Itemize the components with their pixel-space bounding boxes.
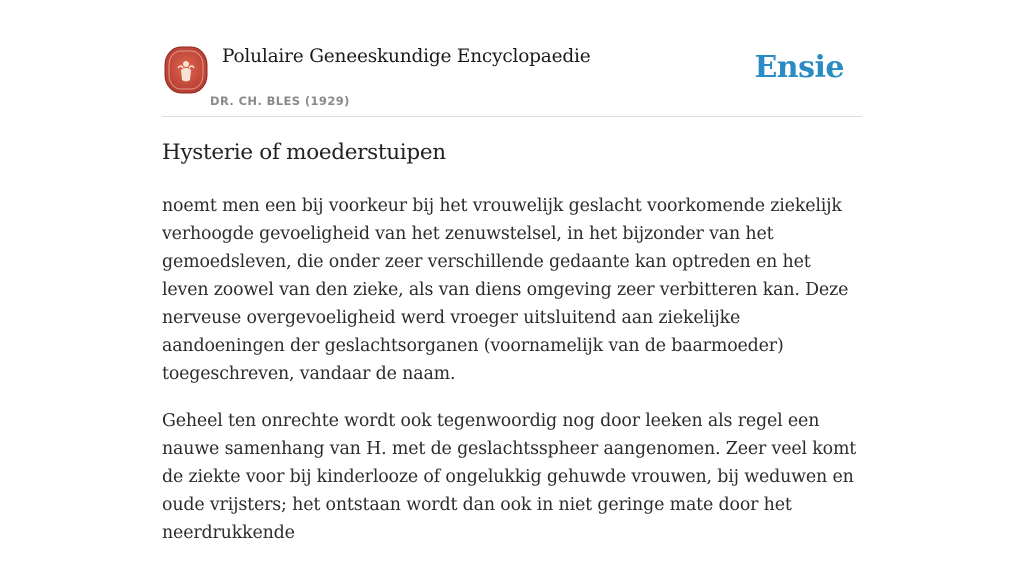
article-title: Hysterie of moederstuipen [162, 140, 446, 165]
source-meta: DR. CH. BLES (1929) [210, 94, 350, 108]
encyclopedia-logo-icon[interactable] [164, 46, 208, 94]
article-paragraph: noemt men een bij voorkeur bij het vrouwelijk geslacht voorkomende ziekelijk verhoogde gevoeligheid van het zenuwstelsel, in het bijzonder van het gemoedsleven, die onder zeer verschillende gedaante kan optreden en het leven zoowel van den zieke, als van diens omgeving zeer verbitteren kan. Deze nerveuse overgevoeligheid werd vroeger uitsluitend aan ziekelijke aandoeningen der geslachtsorganen (voornamelijk van de baarmoeder) toegeschreven, vandaar de naam. [162, 196, 849, 384]
ensie-logo[interactable]: Ensie [754, 50, 844, 85]
source-header [162, 40, 862, 117]
article-paragraph: Geheel ten onrechte wordt ook tegenwoordig nog door leeken als regel een nauwe samenhang van H. met de geslachtsspheer aangenomen. Zeer veel komt de ziekte voor bij kinderlooze of ongelukkig gehuwde vrouwen, bij weduwen en oude vrijsters; het ontstaan wordt dan ook in niet geringe mate door het neerdrukkende [162, 411, 857, 543]
source-title[interactable]: Polulaire Geneeskundige Encyclopaedie [222, 46, 591, 67]
article-body [162, 192, 862, 566]
